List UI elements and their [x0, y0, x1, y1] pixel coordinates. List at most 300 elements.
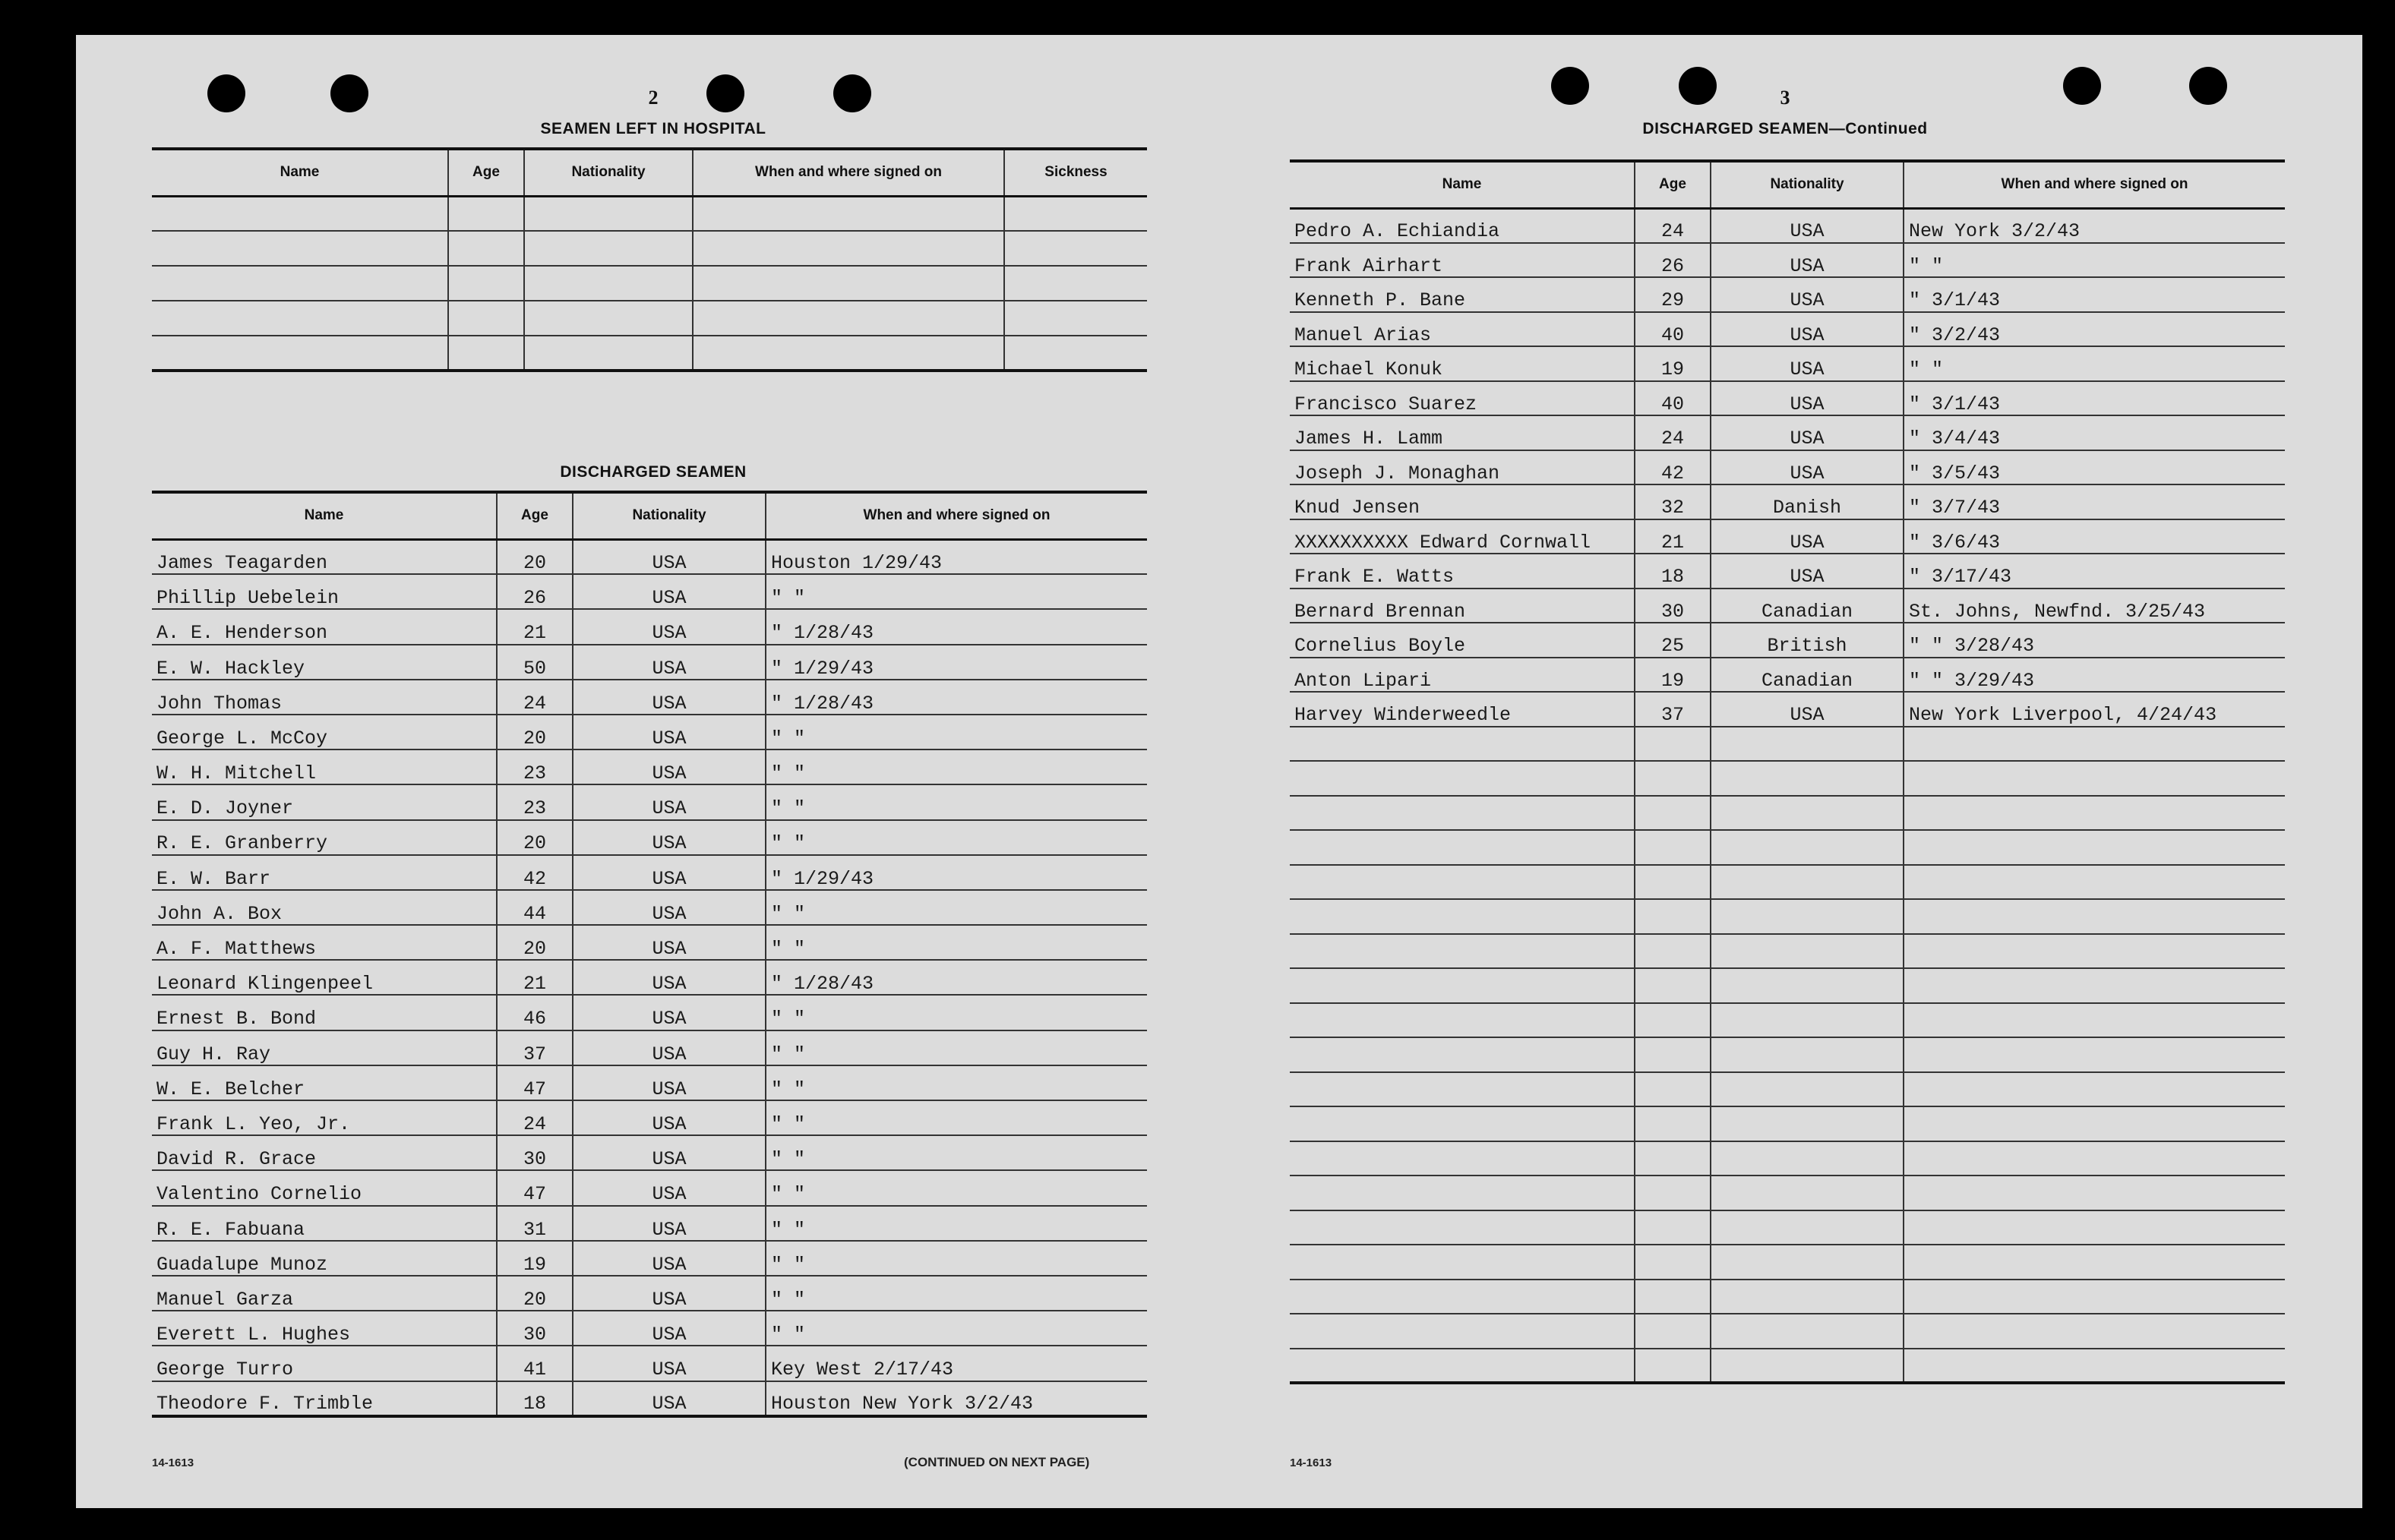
nationality-cell [1711, 934, 1904, 969]
signed-on-cell: " 1/28/43 [766, 609, 1147, 644]
age-cell: 24 [1635, 208, 1711, 243]
hospital-header-age: Age [448, 149, 524, 196]
nationality-cell: USA [573, 820, 766, 855]
name-cell: Bernard Brennan [1290, 589, 1635, 623]
table-row [1290, 830, 2285, 865]
table-row [152, 1311, 1147, 1346]
age-cell [1635, 727, 1711, 762]
table-row [1290, 1141, 2285, 1176]
nationality-cell: USA [573, 749, 766, 784]
signed-on-cell [1904, 1141, 2285, 1176]
name-cell: E. D. Joyner [152, 784, 497, 819]
name-cell: Everett L. Hughes [152, 1311, 497, 1346]
table-row [152, 266, 1147, 301]
nationality-cell: USA [573, 1311, 766, 1346]
nationality-cell: USA [573, 1346, 766, 1381]
name-cell: George Turro [152, 1346, 497, 1381]
age-cell: 31 [497, 1206, 573, 1241]
name-cell: Manuel Garza [152, 1276, 497, 1311]
age-cell: 46 [497, 995, 573, 1030]
table-row [1290, 312, 2285, 347]
discharged-header-name: Name [1290, 161, 1635, 208]
table-row [152, 680, 1147, 715]
name-cell: James H. Lamm [1290, 415, 1635, 450]
signed-on-cell [1904, 968, 2285, 1003]
table-row [1290, 1176, 2285, 1210]
name-cell: Frank Airhart [1290, 243, 1635, 278]
signed-on-cell: " " 3/29/43 [1904, 658, 2285, 693]
name-cell: Knud Jensen [1290, 484, 1635, 519]
signed-on-cell [1904, 1072, 2285, 1107]
nationality-cell: USA [1711, 450, 1904, 485]
signed-on-cell: " 3/6/43 [1904, 519, 2285, 554]
nationality-cell: USA [573, 1276, 766, 1311]
signed-on-cell: " " [1904, 243, 2285, 278]
name-cell: Guadalupe Munoz [152, 1241, 497, 1276]
hospital-header-sickness: Sickness [1004, 149, 1147, 196]
discharged-header-age: Age [1635, 161, 1711, 208]
name-cell: A. E. Henderson [152, 609, 497, 644]
name-cell [1290, 1245, 1635, 1280]
nationality-cell: Canadian [1711, 589, 1904, 623]
signed-on-cell [1904, 727, 2285, 762]
nationality-cell [1711, 865, 1904, 900]
table-row [1290, 243, 2285, 278]
table-row [152, 1241, 1147, 1276]
table-row [152, 1030, 1147, 1065]
signed-on-cell: " " [1904, 346, 2285, 381]
age-cell [1635, 1106, 1711, 1141]
age-cell: 37 [497, 1030, 573, 1065]
table-row [152, 539, 1147, 574]
signed-on-cell: " 1/29/43 [766, 645, 1147, 680]
nationality-cell: USA [573, 960, 766, 995]
signed-on-cell: " " [766, 784, 1147, 819]
nationality-cell: USA [573, 855, 766, 890]
age-cell: 19 [1635, 346, 1711, 381]
name-cell: Leonard Klingenpeel [152, 960, 497, 995]
age-cell: 18 [497, 1381, 573, 1416]
name-cell: James Teagarden [152, 539, 497, 574]
signed-on-cell: " 1/29/43 [766, 855, 1147, 890]
signed-on-cell [1904, 1176, 2285, 1210]
name-cell: David R. Grace [152, 1135, 497, 1170]
name-cell: Michael Konuk [1290, 346, 1635, 381]
signed-on-cell [1904, 1245, 2285, 1280]
signed-on-cell [1904, 796, 2285, 831]
table-row [1290, 865, 2285, 900]
table-row [1290, 1210, 2285, 1245]
nationality-cell [1711, 1141, 1904, 1176]
age-cell: 37 [1635, 692, 1711, 727]
signed-on-cell [1904, 1280, 2285, 1314]
page-number: 3 [1780, 87, 1790, 109]
nationality-cell: USA [1711, 415, 1904, 450]
table-row [152, 925, 1147, 960]
table-row [1290, 415, 2285, 450]
document-sheet [76, 35, 2362, 1508]
name-cell: John Thomas [152, 680, 497, 715]
hospital-header-name: Name [152, 149, 448, 196]
name-cell: R. E. Fabuana [152, 1206, 497, 1241]
age-cell [1635, 1314, 1711, 1349]
name-cell: XXXXXXXXXX Edward Cornwall [1290, 519, 1635, 554]
table-row [152, 715, 1147, 749]
nationality-cell: USA [573, 1381, 766, 1416]
table-row [1290, 1280, 2285, 1314]
nationality-cell [1711, 1349, 1904, 1384]
table-row [1290, 450, 2285, 485]
table-row [1290, 934, 2285, 969]
signed-on-cell [1904, 1003, 2285, 1038]
signed-on-cell: Key West 2/17/43 [766, 1346, 1147, 1381]
hospital-header-signed-on: When and where signed on [693, 149, 1004, 196]
nationality-cell [1711, 1314, 1904, 1349]
signed-on-cell [1904, 1349, 2285, 1384]
age-cell: 25 [1635, 623, 1711, 658]
age-cell [1635, 1210, 1711, 1245]
table-row [1290, 623, 2285, 658]
signed-on-cell: " " [766, 1276, 1147, 1311]
nationality-cell: USA [573, 539, 766, 574]
signed-on-cell: " 1/28/43 [766, 680, 1147, 715]
age-cell: 20 [497, 715, 573, 749]
nationality-cell: USA [573, 1100, 766, 1135]
name-cell [1290, 1072, 1635, 1107]
name-cell: George L. McCoy [152, 715, 497, 749]
signed-on-cell [1904, 934, 2285, 969]
age-cell: 44 [497, 890, 573, 925]
name-cell [1290, 934, 1635, 969]
punch-hole [706, 74, 744, 112]
signed-on-cell: " " [766, 1065, 1147, 1100]
nationality-cell: USA [573, 715, 766, 749]
name-cell: E. W. Hackley [152, 645, 497, 680]
nationality-cell: British [1711, 623, 1904, 658]
age-cell [1635, 865, 1711, 900]
punch-hole [1679, 67, 1717, 105]
nationality-cell [1711, 1176, 1904, 1210]
age-cell: 21 [1635, 519, 1711, 554]
signed-on-cell: " 3/2/43 [1904, 312, 2285, 347]
table-row [152, 890, 1147, 925]
nationality-cell: USA [1711, 312, 1904, 347]
continued-note: (CONTINUED ON NEXT PAGE) [904, 1455, 1090, 1469]
table-row [152, 1065, 1147, 1100]
discharged-continued-table [1290, 159, 2285, 1384]
name-cell: Francisco Suarez [1290, 381, 1635, 416]
age-cell [1635, 1280, 1711, 1314]
age-cell [1635, 796, 1711, 831]
nationality-cell: Canadian [1711, 658, 1904, 693]
signed-on-cell [1904, 1314, 2285, 1349]
table-row [152, 1206, 1147, 1241]
age-cell: 20 [497, 820, 573, 855]
name-cell [1290, 1349, 1635, 1384]
age-cell [1635, 899, 1711, 934]
signed-on-cell: Houston New York 3/2/43 [766, 1381, 1147, 1416]
table-row [1290, 1037, 2285, 1072]
name-cell: Kenneth P. Bane [1290, 277, 1635, 312]
name-cell [1290, 1280, 1635, 1314]
nationality-cell [1711, 727, 1904, 762]
discharged-header-nationality: Nationality [573, 492, 766, 539]
age-cell: 21 [497, 960, 573, 995]
table-row [1290, 899, 2285, 934]
table-row [152, 574, 1147, 609]
age-cell [1635, 1176, 1711, 1210]
name-cell: Cornelius Boyle [1290, 623, 1635, 658]
nationality-cell [1711, 1106, 1904, 1141]
signed-on-cell: New York 3/2/43 [1904, 208, 2285, 243]
nationality-cell [1711, 796, 1904, 831]
age-cell: 42 [497, 855, 573, 890]
table-row [1290, 796, 2285, 831]
nationality-cell: USA [573, 645, 766, 680]
nationality-cell [1711, 1003, 1904, 1038]
signed-on-cell: " " [766, 574, 1147, 609]
nationality-cell: USA [1711, 692, 1904, 727]
table-row [152, 609, 1147, 644]
signed-on-cell: " 3/5/43 [1904, 450, 2285, 485]
age-cell: 19 [1635, 658, 1711, 693]
table-row [1290, 658, 2285, 693]
table-row [152, 855, 1147, 890]
age-cell [1635, 830, 1711, 865]
age-cell: 42 [1635, 450, 1711, 485]
name-cell [1290, 1141, 1635, 1176]
name-cell: Anton Lipari [1290, 658, 1635, 693]
age-cell: 47 [497, 1170, 573, 1205]
table-row [1290, 381, 2285, 416]
nationality-cell [1711, 830, 1904, 865]
signed-on-cell: " " [766, 1030, 1147, 1065]
name-cell [1290, 1176, 1635, 1210]
name-cell [1290, 1003, 1635, 1038]
table-row [1290, 968, 2285, 1003]
signed-on-cell: " " 3/28/43 [1904, 623, 2285, 658]
age-cell: 20 [497, 925, 573, 960]
discharged-header-signed-on: When and where signed on [766, 492, 1147, 539]
table-row [152, 749, 1147, 784]
signed-on-cell: " 3/4/43 [1904, 415, 2285, 450]
punch-hole [207, 74, 245, 112]
table-row [152, 336, 1147, 371]
table-row [152, 1381, 1147, 1416]
signed-on-cell: " " [766, 1311, 1147, 1346]
punch-hole [1551, 67, 1589, 105]
age-cell: 20 [497, 1276, 573, 1311]
table-row [1290, 1106, 2285, 1141]
signed-on-cell [1904, 1210, 2285, 1245]
table-row [152, 645, 1147, 680]
table-row [152, 960, 1147, 995]
table-row [152, 995, 1147, 1030]
nationality-cell: USA [573, 1030, 766, 1065]
signed-on-cell: New York Liverpool, 4/24/43 [1904, 692, 2285, 727]
name-cell: R. E. Granberry [152, 820, 497, 855]
nationality-cell: USA [1711, 277, 1904, 312]
signed-on-cell: " " [766, 925, 1147, 960]
age-cell: 21 [497, 609, 573, 644]
signed-on-cell: " " [766, 1241, 1147, 1276]
age-cell [1635, 1037, 1711, 1072]
nationality-cell: USA [573, 680, 766, 715]
age-cell: 50 [497, 645, 573, 680]
signed-on-cell: " 1/28/43 [766, 960, 1147, 995]
name-cell [1290, 1314, 1635, 1349]
name-cell [1290, 1106, 1635, 1141]
nationality-cell [1711, 1280, 1904, 1314]
name-cell [1290, 761, 1635, 796]
signed-on-cell [1904, 1106, 2285, 1141]
nationality-cell [1711, 1210, 1904, 1245]
age-cell [1635, 1245, 1711, 1280]
age-cell: 24 [497, 680, 573, 715]
name-cell: Theodore F. Trimble [152, 1381, 497, 1416]
name-cell: Frank E. Watts [1290, 554, 1635, 589]
table-row [1290, 761, 2285, 796]
hospital-header-nationality: Nationality [524, 149, 693, 196]
name-cell: Ernest B. Bond [152, 995, 497, 1030]
discharged-header-nationality: Nationality [1711, 161, 1904, 208]
nationality-cell: USA [573, 1206, 766, 1241]
nationality-cell: USA [1711, 208, 1904, 243]
age-cell: 23 [497, 784, 573, 819]
signed-on-cell: Houston 1/29/43 [766, 539, 1147, 574]
table-row [152, 784, 1147, 819]
table-row [1290, 1314, 2285, 1349]
table-row [152, 1170, 1147, 1205]
signed-on-cell: " " [766, 715, 1147, 749]
age-cell: 47 [497, 1065, 573, 1100]
name-cell: Manuel Arias [1290, 312, 1635, 347]
name-cell [1290, 899, 1635, 934]
nationality-cell: USA [1711, 346, 1904, 381]
nationality-cell [1711, 1037, 1904, 1072]
discharged-header-signed-on: When and where signed on [1904, 161, 2285, 208]
punch-hole [330, 74, 368, 112]
table-row [1290, 692, 2285, 727]
nationality-cell: Danish [1711, 484, 1904, 519]
name-cell [1290, 1037, 1635, 1072]
name-cell: W. H. Mitchell [152, 749, 497, 784]
nationality-cell: USA [573, 890, 766, 925]
nationality-cell [1711, 1245, 1904, 1280]
table-row [1290, 484, 2285, 519]
name-cell [1290, 1210, 1635, 1245]
hospital-table [152, 147, 1147, 372]
nationality-cell: USA [1711, 519, 1904, 554]
signed-on-cell [1904, 1037, 2285, 1072]
table-row [1290, 727, 2285, 762]
signed-on-cell: " " [766, 820, 1147, 855]
age-cell [1635, 1349, 1711, 1384]
discharged-header-age: Age [497, 492, 573, 539]
name-cell: John A. Box [152, 890, 497, 925]
age-cell: 32 [1635, 484, 1711, 519]
table-row [1290, 1003, 2285, 1038]
age-cell [1635, 761, 1711, 796]
punch-hole [2189, 67, 2227, 105]
name-cell: Joseph J. Monaghan [1290, 450, 1635, 485]
age-cell: 40 [1635, 312, 1711, 347]
nationality-cell: USA [573, 609, 766, 644]
nationality-cell: USA [573, 1241, 766, 1276]
page-number: 2 [648, 87, 659, 109]
discharged-header-name: Name [152, 492, 497, 539]
discharged-table [152, 491, 1147, 1418]
nationality-cell: USA [573, 995, 766, 1030]
discharged-continued-title: DISCHARGED SEAMEN—Continued [1642, 120, 1928, 137]
punch-hole [833, 74, 871, 112]
age-cell: 26 [497, 574, 573, 609]
age-cell [1635, 1003, 1711, 1038]
hospital-title: SEAMEN LEFT IN HOSPITAL [540, 120, 766, 137]
nationality-cell: USA [573, 1170, 766, 1205]
age-cell: 30 [497, 1135, 573, 1170]
table-row [1290, 554, 2285, 589]
nationality-cell: USA [1711, 243, 1904, 278]
signed-on-cell: " " [766, 1170, 1147, 1205]
signed-on-cell: " " [766, 1100, 1147, 1135]
table-row [152, 301, 1147, 336]
signed-on-cell [1904, 761, 2285, 796]
discharged-title: DISCHARGED SEAMEN [560, 463, 747, 481]
signed-on-cell: " 3/17/43 [1904, 554, 2285, 589]
name-cell [1290, 727, 1635, 762]
table-row [1290, 1245, 2285, 1280]
signed-on-cell: " " [766, 1206, 1147, 1241]
table-row [152, 196, 1147, 231]
name-cell: Phillip Uebelein [152, 574, 497, 609]
table-row [152, 1135, 1147, 1170]
table-row [152, 820, 1147, 855]
nationality-cell [1711, 899, 1904, 934]
nationality-cell: USA [573, 574, 766, 609]
age-cell [1635, 1141, 1711, 1176]
age-cell: 18 [1635, 554, 1711, 589]
table-row [152, 1100, 1147, 1135]
name-cell: E. W. Barr [152, 855, 497, 890]
name-cell: Harvey Winderweedle [1290, 692, 1635, 727]
age-cell [1635, 1072, 1711, 1107]
table-row [1290, 346, 2285, 381]
nationality-cell: USA [573, 1135, 766, 1170]
nationality-cell: USA [1711, 381, 1904, 416]
age-cell: 30 [497, 1311, 573, 1346]
nationality-cell: USA [573, 1065, 766, 1100]
name-cell: Pedro A. Echiandia [1290, 208, 1635, 243]
age-cell: 30 [1635, 589, 1711, 623]
table-row [1290, 1349, 2285, 1384]
table-row [152, 231, 1147, 266]
form-number: 14-1613 [152, 1456, 194, 1469]
name-cell: Valentino Cornelio [152, 1170, 497, 1205]
table-row [152, 1276, 1147, 1311]
name-cell [1290, 865, 1635, 900]
age-cell: 29 [1635, 277, 1711, 312]
name-cell [1290, 830, 1635, 865]
name-cell: Guy H. Ray [152, 1030, 497, 1065]
name-cell: A. F. Matthews [152, 925, 497, 960]
table-row [152, 1346, 1147, 1381]
nationality-cell: USA [573, 784, 766, 819]
nationality-cell [1711, 761, 1904, 796]
table-row [1290, 1072, 2285, 1107]
age-cell: 41 [497, 1346, 573, 1381]
name-cell [1290, 796, 1635, 831]
